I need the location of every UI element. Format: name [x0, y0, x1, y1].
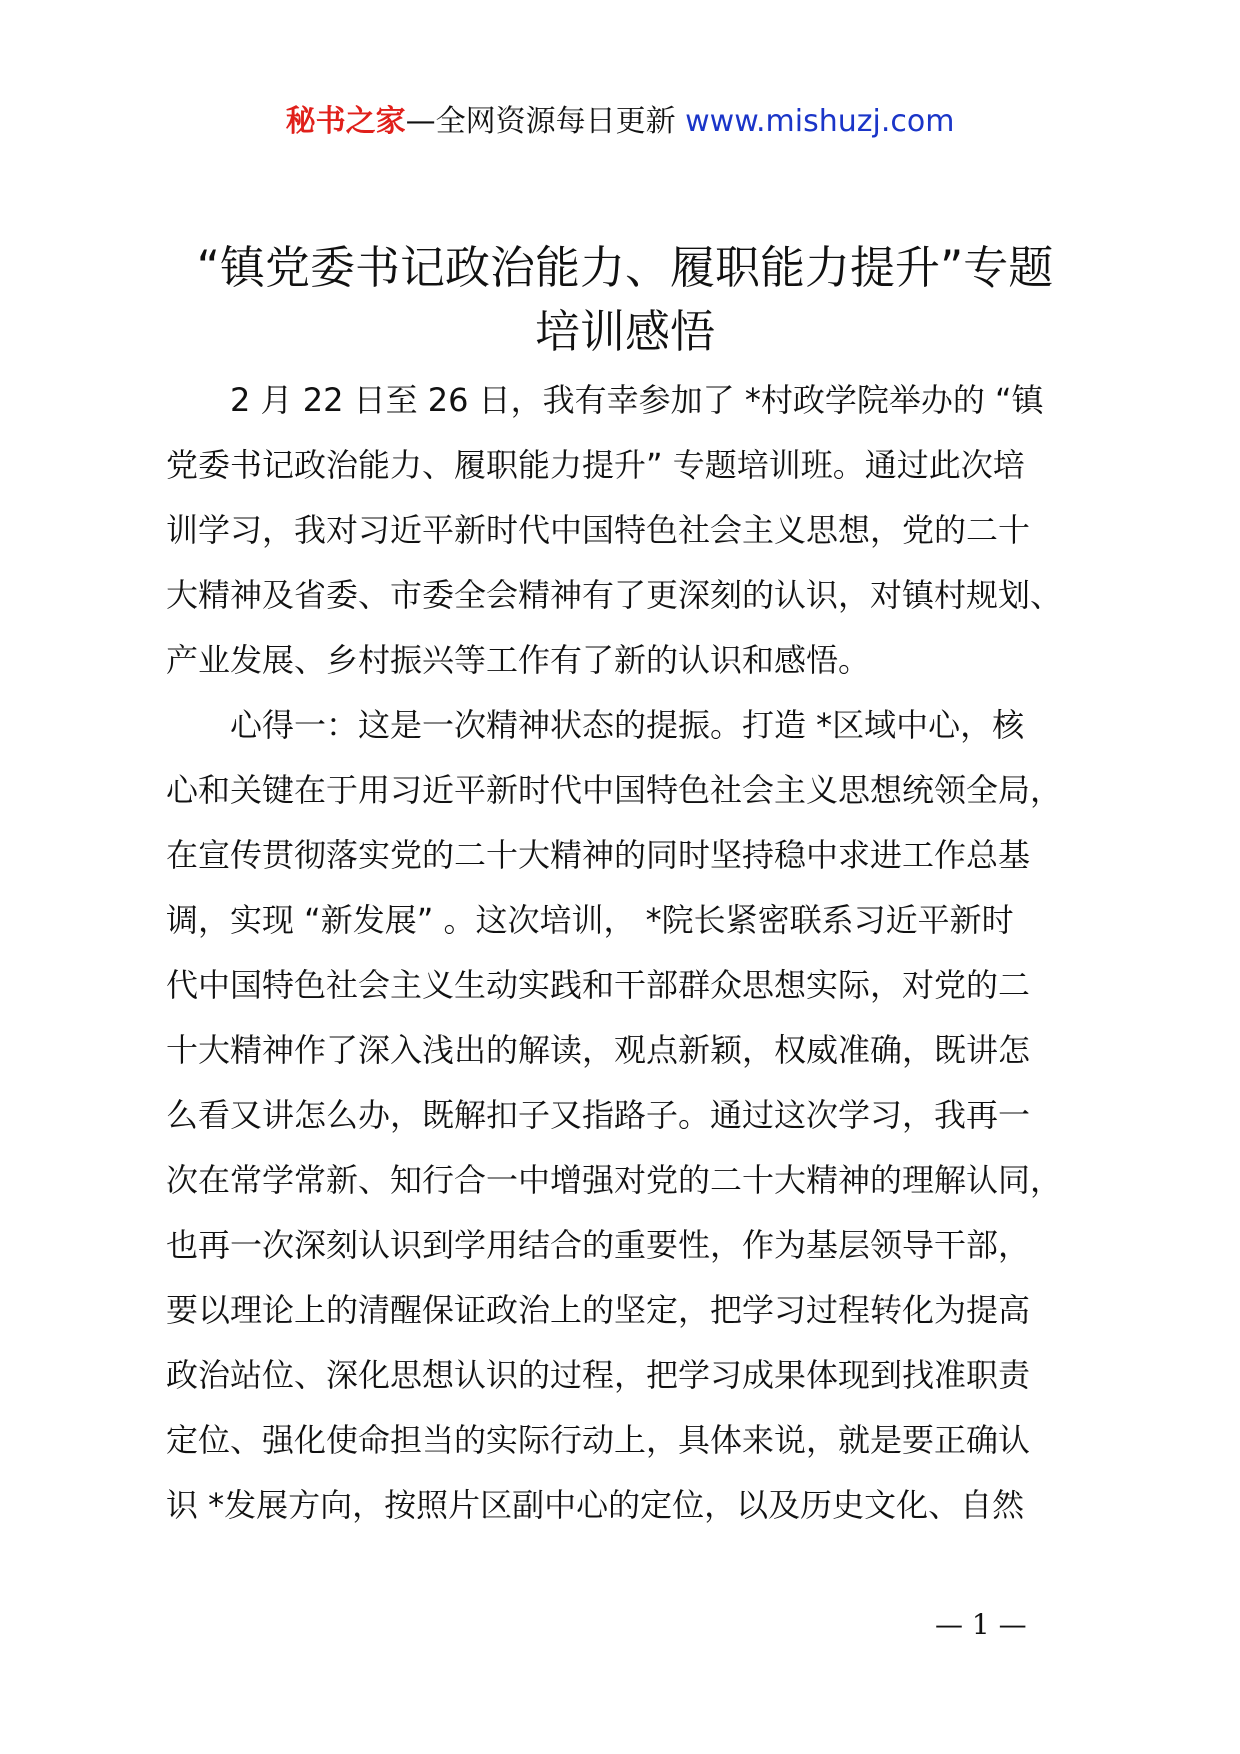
text-line: 代中国特色社会主义生动实践和干部群众思想实际，对党的二 — [166, 966, 1031, 1004]
title-line-2: 培训感悟 — [534, 305, 715, 358]
text-line: 要以理论上的清醒保证政治上的坚定，把学习过程转化为提高 — [166, 1291, 1031, 1329]
paragraph-intro — [166, 368, 1126, 693]
text-line: 识 *发展方向，按照片区副中心的定位，以及历史文化、自然 — [166, 1486, 1025, 1524]
text-line: 大精神及省委、市委全会精神有了更深刻的认识，对镇村规划、 — [166, 576, 1063, 614]
text-line: 定位、强化使命担当的实际行动上，具体来说，就是要正确认 — [166, 1421, 1031, 1459]
text-line: 心得一：这是一次精神状态的提振。打造 *区域中心，核 — [166, 706, 1025, 744]
text-line: 在宣传贯彻落实党的二十大精神的同时坚持稳中求进工作总基 — [166, 836, 1031, 874]
text-line: 训学习，我对习近平新时代中国特色社会主义思想，党的二十 — [166, 511, 1031, 549]
site-name: 秘书之家 — [285, 104, 406, 139]
page-number: — 1 — — [935, 1608, 1027, 1641]
title-line-1: “镇党委书记政治能力、履职能力提升”专题 — [196, 241, 1054, 294]
text-line: 次在常学常新、知行合一中增强对党的二十大精神的理解认同， — [166, 1161, 1063, 1199]
paragraph-insight-one — [166, 693, 1126, 1538]
document-body — [166, 368, 1126, 1538]
text-line: 十大精神作了深入浅出的解读，观点新颖，权威准确，既讲怎 — [166, 1031, 1031, 1069]
site-slogan: —全网资源每日更新 — [405, 104, 676, 139]
text-line: 产业发展、乡村振兴等工作有了新的认识和感悟。 — [166, 641, 871, 679]
text-line: 政治站位、深化思想认识的过程，把学习成果体现到找准职责 — [166, 1356, 1031, 1394]
text-line: 么看又讲怎么办，既解扣子又指路子。通过这次学习，我再一 — [166, 1096, 1031, 1134]
text-line: 2 月 22 日至 26 日，我有幸参加了 *村政学院举办的 “镇 — [166, 381, 1044, 419]
text-line: 也再一次深刻认识到学用结合的重要性，作为基层领导干部， — [166, 1226, 1031, 1264]
text-line: 党委书记政治能力、履职能力提升” 专题培训班。通过此次培 — [166, 446, 1025, 484]
text-line: 调，实现 “新发展” 。这次培训， *院长紧密联系习近平新时 — [166, 901, 1014, 939]
document-title — [160, 236, 1090, 364]
site-url[interactable]: www.mishuzj.com — [685, 104, 955, 139]
text-line: 心和关键在于用习近平新时代中国特色社会主义思想统领全局， — [166, 771, 1063, 809]
page-header — [0, 100, 1240, 144]
